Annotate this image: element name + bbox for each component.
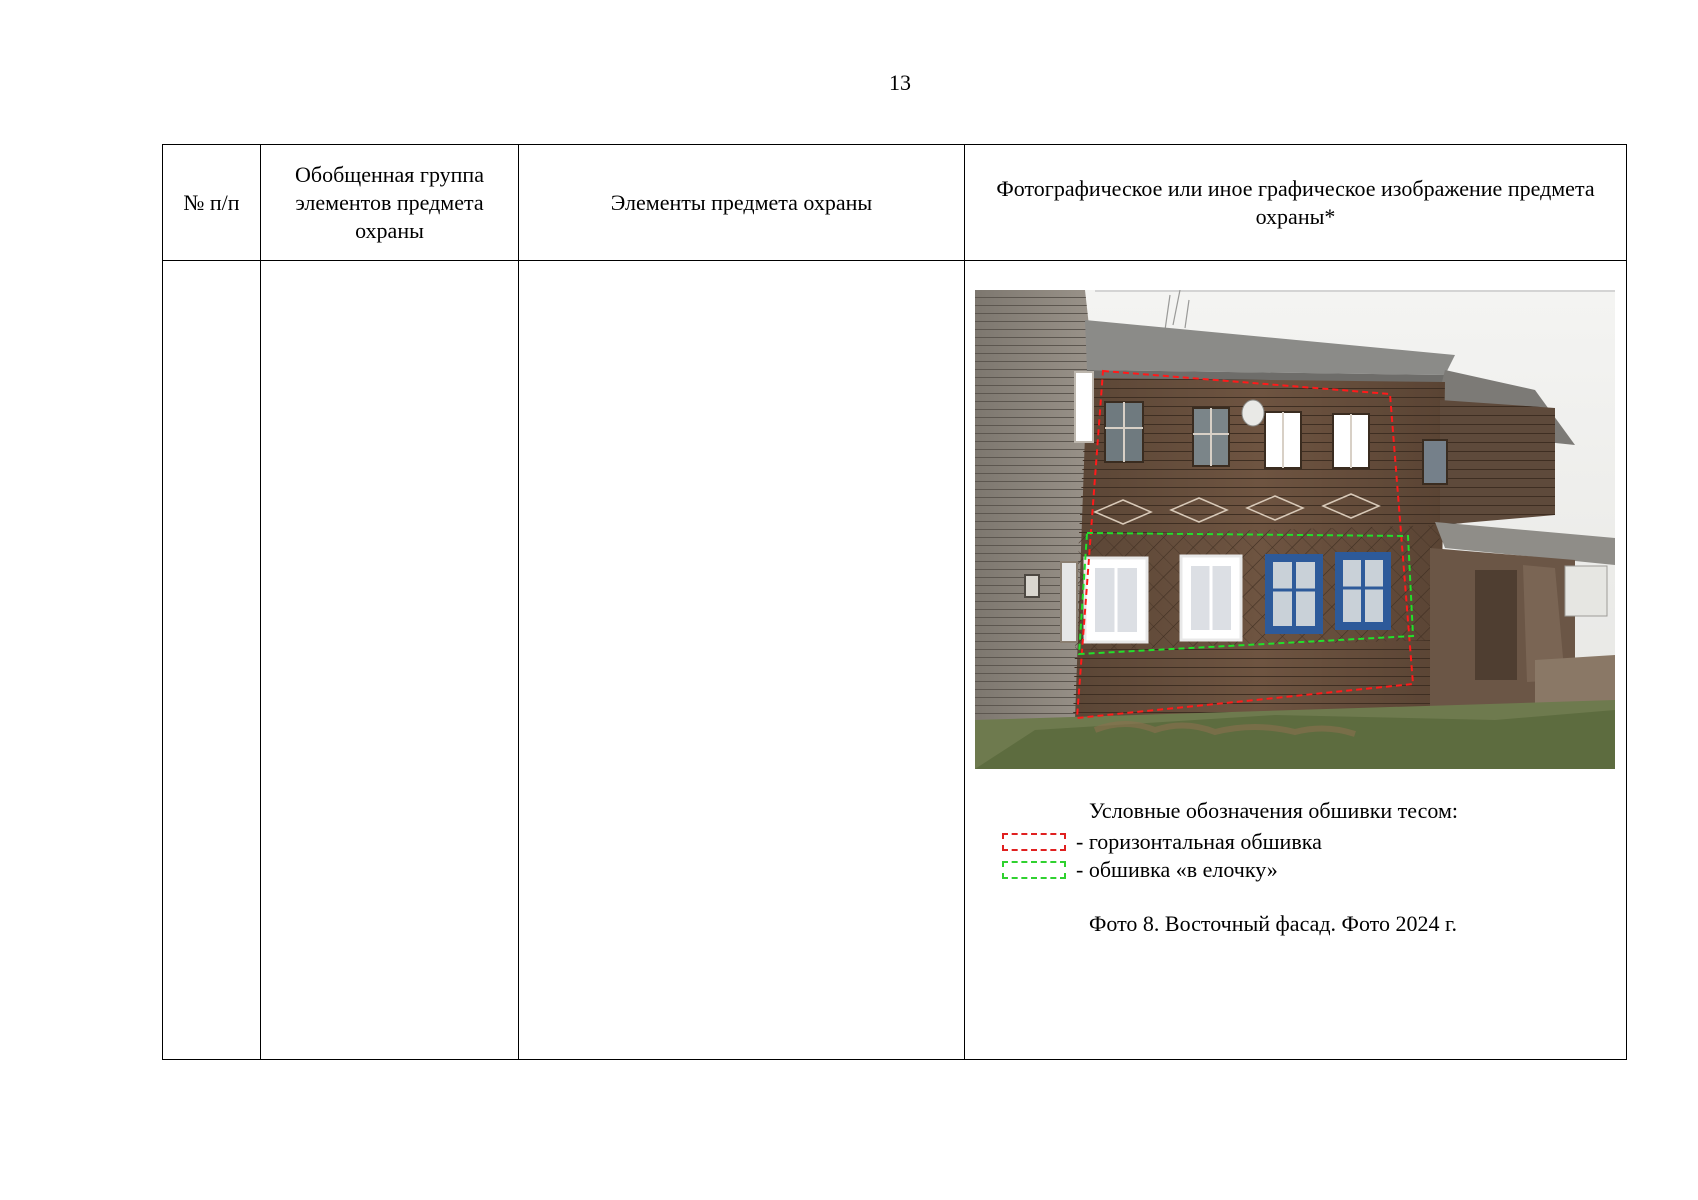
legend-item-horizontal (1002, 826, 1322, 854)
cell-number (163, 261, 261, 1060)
protection-table (162, 144, 1627, 1060)
cell-elements (519, 261, 965, 1060)
page-number: 13 (889, 70, 911, 95)
header-image: Фотографическое или иное графическое изображение предмета охраны* (965, 145, 1627, 261)
cell-group (261, 261, 519, 1060)
table-row (163, 261, 1627, 1060)
legend-item-label: - обшивка «в елочку» (1076, 856, 1278, 882)
photo-caption: Фото 8. Восточный фасад. Фото 2024 г. (1089, 911, 1458, 936)
legend (965, 261, 1626, 1059)
table-header-row (163, 145, 1627, 261)
legend-title: Условные обозначения обшивки тесом: (1089, 798, 1458, 823)
green-dashed-swatch-icon (1002, 861, 1066, 879)
red-dashed-swatch-icon (1002, 833, 1066, 851)
header-group: Обобщенная группа элементов предмета охраны (261, 145, 519, 261)
cell-image (965, 261, 1627, 1060)
legend-item-herringbone (1002, 854, 1278, 882)
header-number: № п/п (163, 145, 261, 261)
legend-item-label: - горизонтальная обшивка (1076, 828, 1322, 854)
header-elements: Элементы предмета охраны (519, 145, 965, 261)
